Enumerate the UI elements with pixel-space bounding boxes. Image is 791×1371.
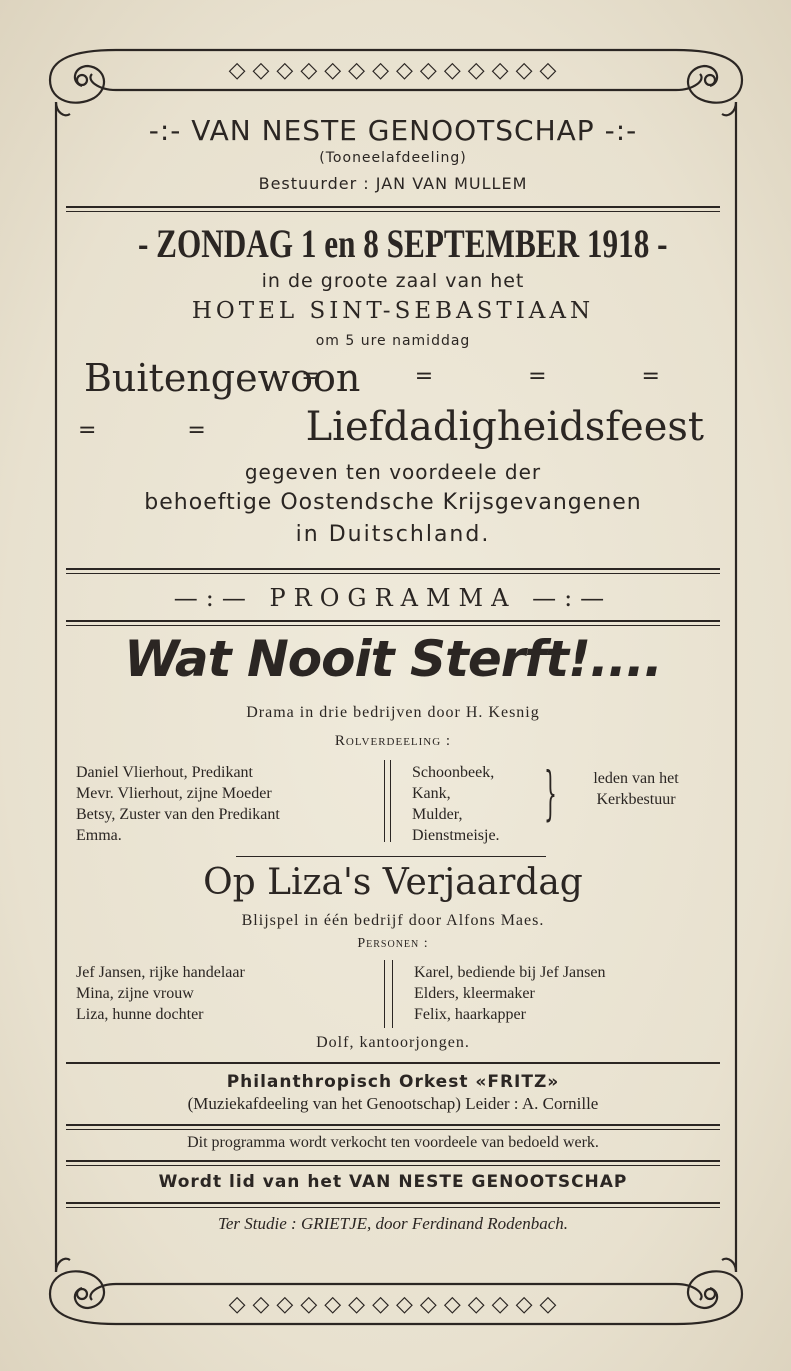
cast-note-line: leden van het [593,770,679,787]
event-time: om 5 ure namiddag [315,333,471,349]
title-dashes-right: = = = = [301,364,704,389]
event-date: - ZONDAG 1 en 8 SEPTEMBER 1918 - [137,221,668,266]
cast-member: Mulder, [412,806,463,823]
director-label: Bestuurder : JAN VAN MULLEM [258,174,528,193]
event-title-line2: Liefdadigheidsfeest [305,404,704,450]
play1-cast-note [566,768,706,810]
membership-rule-thin [66,1207,720,1208]
programme-rule-top [66,568,720,570]
cast-note-line: Kerkbestuur [596,791,676,808]
programme-rule-bottom [66,620,720,622]
cast-divider [392,960,393,1028]
notice-rule-top [66,1124,720,1126]
cast-member: Betsy, Zuster van den Predikant [76,806,280,823]
notice-rule-bottom [66,1160,720,1162]
venue-intro: in de groote zaal van het [261,270,525,292]
header-rule-thin [66,211,720,212]
play2-cast-bottom: Dolf, kantoorjongen. [316,1034,470,1051]
cast-divider [384,960,385,1028]
cast-member: Kank, [412,785,451,802]
cast-member: Liza, hunne dochter [76,1006,204,1023]
top-diamond-ornaments: ◇◇◇◇◇◇◇◇◇◇◇◇◇◇ [228,58,564,83]
play2-cast-heading: Personen : [357,936,429,951]
membership-call: Wordt lid van het VAN NESTE GENOOTSCHAP [158,1172,628,1192]
cast-member: Elders, kleermaker [414,985,535,1002]
cast-member: Dienstmeisje. [412,827,500,844]
play-separator [236,856,546,857]
event-purpose-3: in Duitschland. [295,522,491,547]
membership-rule [66,1202,720,1204]
cast-member: Karel, bediende bij Jef Jansen [414,964,606,981]
cast-member: Felix, haarkapper [414,1006,526,1023]
sale-notice: Dit programma wordt verkocht ten voordeele van bedoeld werk. [187,1134,599,1151]
cast-member: Daniel Vlierhout, Predikant [76,764,253,781]
play2-cast-left [76,962,245,1025]
event-purpose-1: gegeven ten voordeele der [244,460,542,484]
cast-member: Emma. [76,827,122,844]
cast-member: Mina, zijne vrouw [76,985,194,1002]
cast-divider [390,760,391,842]
programme-heading: —:— PROGRAMMA —:— [173,584,613,612]
cast-brace: } [543,759,557,827]
orchestra-rule-top [66,1062,720,1064]
event-purpose-2: behoeftige Oostendsche Krijsgevangenen [144,490,642,515]
programme-rule-bottom-thin [66,625,720,626]
event-title-line1: Buitengewoon [84,356,361,400]
play1-title: Wat Nooit Sterft!.... [124,630,662,688]
play1-cast-left [76,762,280,846]
notice-rule-bottom-thin [66,1165,720,1166]
study-notice: Ter Studie : GRIETJE, door Ferdinand Rodenbach. [217,1214,569,1233]
cast-member: Jef Jansen, rijke handelaar [76,964,245,981]
play1-cast-heading: Rolverdeeling : [334,733,452,749]
orchestra-leader: (Muziekafdeeling van het Genootschap) Leider : A. Cornille [187,1094,599,1113]
cast-member: Mevr. Vlierhout, zijne Moeder [76,785,272,802]
notice-rule-top-thin [66,1129,720,1130]
company-name: -:- VAN NESTE GENOOTSCHAP -:- [148,114,638,147]
play1-subtitle: Drama in drie bedrijven door H. Kesnig [246,704,540,721]
play2-cast-right [414,962,605,1025]
play1-cast-right [412,762,500,846]
venue-name: HOTEL SINT-SEBASTIAAN [191,298,595,324]
cast-member: Schoonbeek, [412,764,495,781]
play2-title: Op Liza's Verjaardag [203,862,583,903]
programme-rule-top-thin [66,573,720,574]
department-label: (Tooneelafdeeling) [319,150,467,166]
title-dashes-left: = = [78,418,248,443]
play2-subtitle: Blijspel in één bedrijf door Alfons Maes. [241,912,545,929]
header-rule [66,206,720,208]
bottom-diamond-ornaments: ◇◇◇◇◇◇◇◇◇◇◇◇◇◇ [228,1292,564,1317]
cast-divider [384,760,385,842]
orchestra-name: Philanthropisch Orkest «FRITZ» [226,1072,560,1092]
